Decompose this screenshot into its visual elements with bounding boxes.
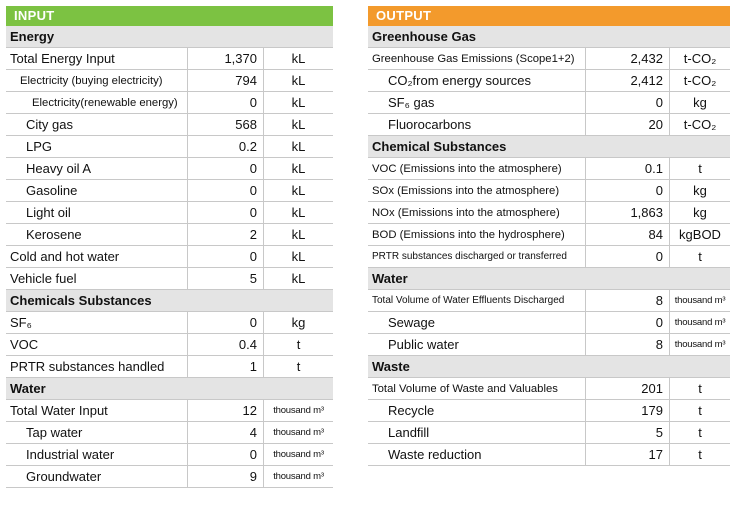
row-value: 17 xyxy=(585,444,669,465)
row-label: City gas xyxy=(26,117,73,132)
row-value: 2,432 xyxy=(585,48,669,69)
row-value: 0 xyxy=(585,92,669,113)
row-unit: kg xyxy=(669,92,730,113)
row-value: 568 xyxy=(187,114,263,135)
row-value: 201 xyxy=(585,378,669,399)
row-unit: thousand m³ xyxy=(263,444,333,465)
table-row xyxy=(6,312,333,334)
table-row xyxy=(368,334,730,356)
row-unit: kL xyxy=(263,92,333,113)
row-label: PRTR substances discharged or transferred xyxy=(372,251,567,262)
row-unit: t xyxy=(263,334,333,355)
row-unit: t xyxy=(669,378,730,399)
row-value: 20 xyxy=(585,114,669,135)
row-label: Electricity (buying electricity) xyxy=(20,74,163,87)
table-row xyxy=(6,400,333,422)
section-title: Water xyxy=(6,378,333,400)
row-label: Cold and hot water xyxy=(10,249,120,264)
row-label: Waste reduction xyxy=(388,447,482,462)
row-value: 0.4 xyxy=(187,334,263,355)
table-row xyxy=(6,224,333,246)
row-unit: kL xyxy=(263,246,333,267)
section-title: Water xyxy=(368,268,730,290)
table-row xyxy=(368,444,730,466)
row-unit: t xyxy=(669,444,730,465)
row-label: SOx (Emissions into the atmosphere) xyxy=(372,184,560,197)
row-unit: thousand m³ xyxy=(669,334,730,355)
section-title: Chemical Substances xyxy=(368,136,730,158)
output-header: OUTPUT xyxy=(368,6,730,26)
row-value: 0.1 xyxy=(585,158,669,179)
row-value: 0 xyxy=(585,312,669,333)
row-label: LPG xyxy=(26,139,53,154)
row-value: 8 xyxy=(585,290,669,311)
row-unit: kL xyxy=(263,180,333,201)
row-unit: t xyxy=(669,246,730,267)
row-value: 794 xyxy=(187,70,263,91)
row-label: Public water xyxy=(388,337,459,352)
table-row xyxy=(368,48,730,70)
row-label: Landfill xyxy=(388,425,430,440)
table-row xyxy=(368,290,730,312)
row-value: 8 xyxy=(585,334,669,355)
row-unit: kL xyxy=(263,202,333,223)
section-title: Energy xyxy=(6,26,333,48)
row-unit: kL xyxy=(263,70,333,91)
row-label: Vehicle fuel xyxy=(10,271,77,286)
row-label: SF₆ xyxy=(10,315,32,330)
row-label: NOx (Emissions into the atmosphere) xyxy=(372,206,560,219)
table-row xyxy=(6,136,333,158)
row-unit: t xyxy=(669,158,730,179)
row-unit: t xyxy=(263,356,333,377)
input-panel xyxy=(6,6,333,488)
row-unit: kgBOD xyxy=(669,224,730,245)
section-title: Greenhouse Gas xyxy=(368,26,730,48)
row-unit: kL xyxy=(263,136,333,157)
row-value: 2 xyxy=(187,224,263,245)
table-row xyxy=(368,400,730,422)
row-label: Total Energy Input xyxy=(10,51,115,66)
row-value: 0.2 xyxy=(187,136,263,157)
row-label: Tap water xyxy=(26,425,83,440)
row-unit: t xyxy=(669,422,730,443)
row-unit: t-CO₂ xyxy=(669,48,730,69)
row-label: Kerosene xyxy=(26,227,82,242)
section-title: Waste xyxy=(368,356,730,378)
row-label: Total Volume of Water Effluents Discharged xyxy=(372,295,565,306)
table-row xyxy=(6,246,333,268)
table-row xyxy=(6,466,333,488)
row-value: 5 xyxy=(585,422,669,443)
row-unit: kL xyxy=(263,48,333,69)
row-value: 0 xyxy=(187,92,263,113)
row-value: 12 xyxy=(187,400,263,421)
row-unit: t-CO₂ xyxy=(669,70,730,91)
row-label: Groundwater xyxy=(26,469,102,484)
row-unit: thousand m³ xyxy=(263,422,333,443)
output-panel xyxy=(368,6,730,466)
table-row xyxy=(368,180,730,202)
row-value: 0 xyxy=(187,312,263,333)
row-label: CO₂from energy sources xyxy=(388,73,532,88)
table-row xyxy=(368,224,730,246)
row-label: VOC (Emissions into the atmosphere) xyxy=(372,162,562,175)
row-value: 4 xyxy=(187,422,263,443)
row-value: 1,370 xyxy=(187,48,263,69)
table-row xyxy=(6,48,333,70)
table-row xyxy=(368,158,730,180)
row-unit: thousand m³ xyxy=(669,290,730,311)
section-title: Chemicals Substances xyxy=(6,290,333,312)
row-label: Light oil xyxy=(26,205,71,220)
table-row xyxy=(6,114,333,136)
input-header: INPUT xyxy=(6,6,333,26)
table-row xyxy=(6,70,333,92)
row-label: Sewage xyxy=(388,315,435,330)
row-label: Electricity(renewable energy) xyxy=(32,96,178,109)
row-value: 5 xyxy=(187,268,263,289)
row-value: 0 xyxy=(187,444,263,465)
row-label: Gasoline xyxy=(26,183,78,198)
row-unit: kL xyxy=(263,114,333,135)
table-row xyxy=(6,158,333,180)
row-label: Industrial water xyxy=(26,447,115,462)
row-value: 9 xyxy=(187,466,263,487)
table-row xyxy=(368,70,730,92)
table-row xyxy=(368,246,730,268)
row-unit: kL xyxy=(263,224,333,245)
row-label: Fluorocarbons xyxy=(388,117,472,132)
table-row xyxy=(6,422,333,444)
row-unit: kL xyxy=(263,158,333,179)
row-value: 179 xyxy=(585,400,669,421)
table-row xyxy=(368,114,730,136)
row-label: SF₆ gas xyxy=(388,95,435,110)
row-value: 0 xyxy=(585,180,669,201)
row-unit: kL xyxy=(263,268,333,289)
table-row xyxy=(6,180,333,202)
table-row xyxy=(6,444,333,466)
table-row xyxy=(368,202,730,224)
row-unit: thousand m³ xyxy=(263,466,333,487)
table-row xyxy=(368,378,730,400)
row-value: 0 xyxy=(187,180,263,201)
row-unit: t-CO₂ xyxy=(669,114,730,135)
row-label: PRTR substances handled xyxy=(10,359,165,374)
row-value: 1,863 xyxy=(585,202,669,223)
table-row xyxy=(368,422,730,444)
table-row xyxy=(6,202,333,224)
row-value: 0 xyxy=(187,158,263,179)
row-unit: t xyxy=(669,400,730,421)
row-label: Total Water Input xyxy=(10,403,108,418)
row-label: Heavy oil A xyxy=(26,161,92,176)
row-value: 0 xyxy=(585,246,669,267)
row-unit: thousand m³ xyxy=(263,400,333,421)
table-row xyxy=(6,92,333,114)
row-value: 0 xyxy=(187,246,263,267)
row-unit: thousand m³ xyxy=(669,312,730,333)
row-label: Greenhouse Gas Emissions (Scope1+2) xyxy=(372,52,575,65)
table-row xyxy=(368,92,730,114)
row-unit: kg xyxy=(669,180,730,201)
row-value: 2,412 xyxy=(585,70,669,91)
row-label: BOD (Emissions into the hydrosphere) xyxy=(372,228,565,241)
row-value: 1 xyxy=(187,356,263,377)
table-row xyxy=(6,356,333,378)
row-unit: kg xyxy=(669,202,730,223)
row-value: 0 xyxy=(187,202,263,223)
row-value: 84 xyxy=(585,224,669,245)
row-label: VOC xyxy=(10,337,39,352)
row-label: Total Volume of Waste and Valuables xyxy=(372,382,558,395)
table-row xyxy=(6,334,333,356)
table-row xyxy=(6,268,333,290)
row-unit: kg xyxy=(263,312,333,333)
table-row xyxy=(368,312,730,334)
row-label: Recycle xyxy=(388,403,435,418)
